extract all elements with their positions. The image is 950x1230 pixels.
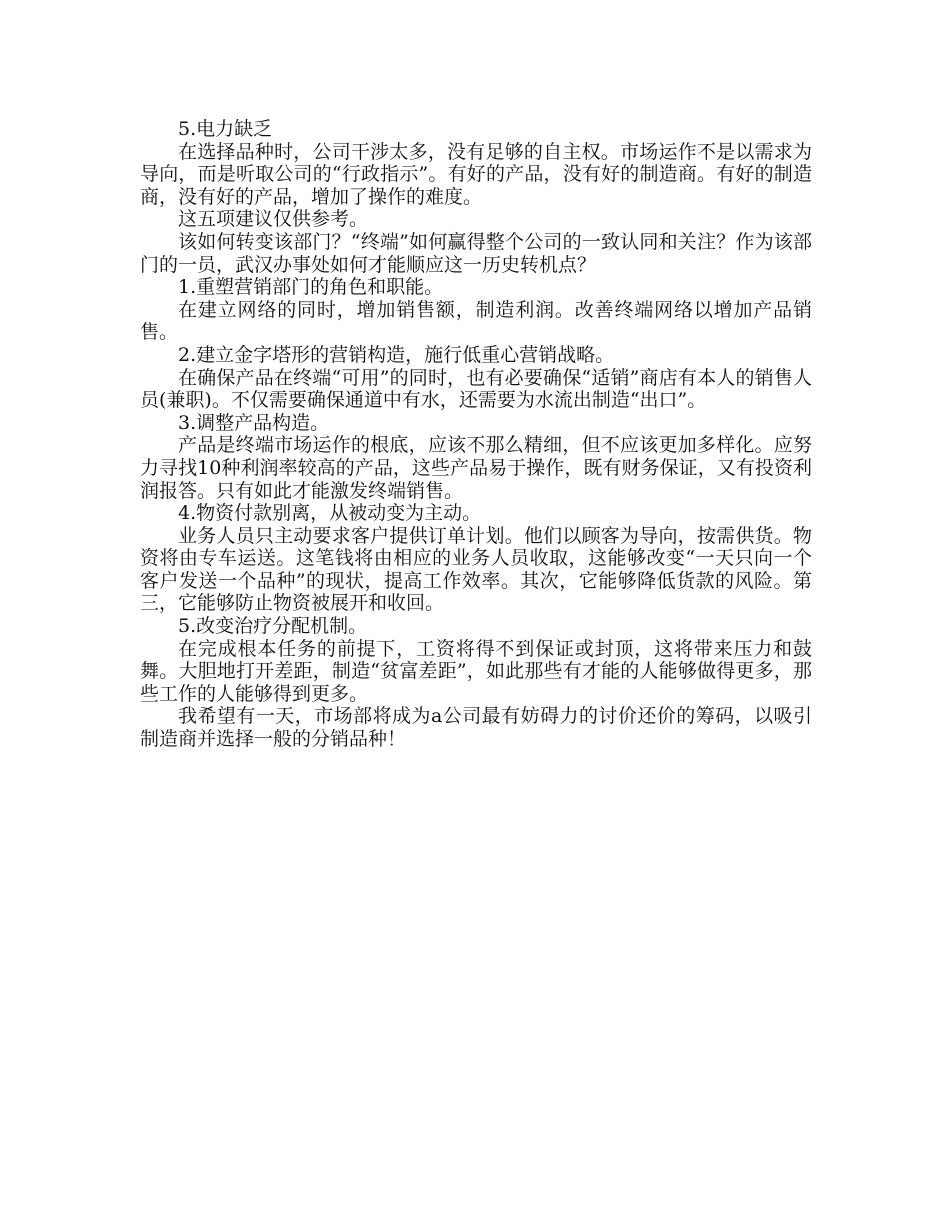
body-paragraph: 我希望有一天，市场部将成为a公司最有妨碍力的讨价还价的筹码，以吸引制造商并选择一般的分销品种！ (140, 705, 812, 751)
section-heading: 2.建立金字塔形的营销构造，施行低重心营销战略。 (178, 343, 615, 366)
body-paragraph: 这五项建议仅供参考。 (178, 208, 369, 231)
body-paragraph: 该如何转变该部门？“终端”如何赢得整个公司的一致认同和关注？作为该部门的一员，武汉办事处如何才能顺应这一历史转机点？ (140, 230, 812, 276)
section-heading: 5.电力缺乏 (178, 118, 273, 140)
body-paragraph: 业务人员只主动要求客户提供订单计划。他们以顾客为导向，按需供货。物资将由专车运送。这笔钱将由相应的业务人员收取，这能够改变“一天只向一个客户发送一个品种”的现状，提高工作效率。其次，它能够降低货款的风险。第三，它能够防止物资被展开和收回。 (140, 524, 812, 615)
body-paragraph: 产品是终端市场运作的根底，应该不那么精细，但不应该更加多样化。应努力寻找10种利润率较高的产品，这些产品易于操作，既有财务保证，又有投资利润报答。只有如此才能激发终端销售。 (140, 434, 812, 502)
document-body (140, 118, 812, 751)
body-paragraph: 在确保产品在终端“可用”的同时，也有必要确保“适销”商店有本人的销售人员(兼职)。不仅需要确保通道中有水，还需要为水流出制造“出口”。 (140, 366, 812, 412)
body-paragraph: 在完成根本任务的前提下，工资将得不到保证或封顶，这将带来压力和鼓舞。大胆地打开差距，制造“贫富差距”，如此那些有才能的人能够做得更多，那些工作的人能够得到更多。 (140, 637, 812, 705)
section-heading: 4.物资付款别离，从被动变为主动。 (178, 502, 482, 525)
section-heading: 5.改变治疗分配机制。 (178, 615, 368, 638)
body-paragraph: 在建立网络的同时，增加销售额，制造利润。改善终端网络以增加产品销售。 (140, 298, 812, 344)
section-heading: 1.重塑营销部门的角色和职能。 (178, 276, 444, 299)
body-paragraph: 在选择品种时，公司干涉太多，没有足够的自主权。市场运作不是以需求为导向，而是听取公司的“行政指示”。有好的产品，没有好的制造商。有好的制造商，没有好的产品，增加了操作的难度。 (140, 140, 812, 208)
section-heading: 3.调整产品构造。 (178, 411, 330, 434)
